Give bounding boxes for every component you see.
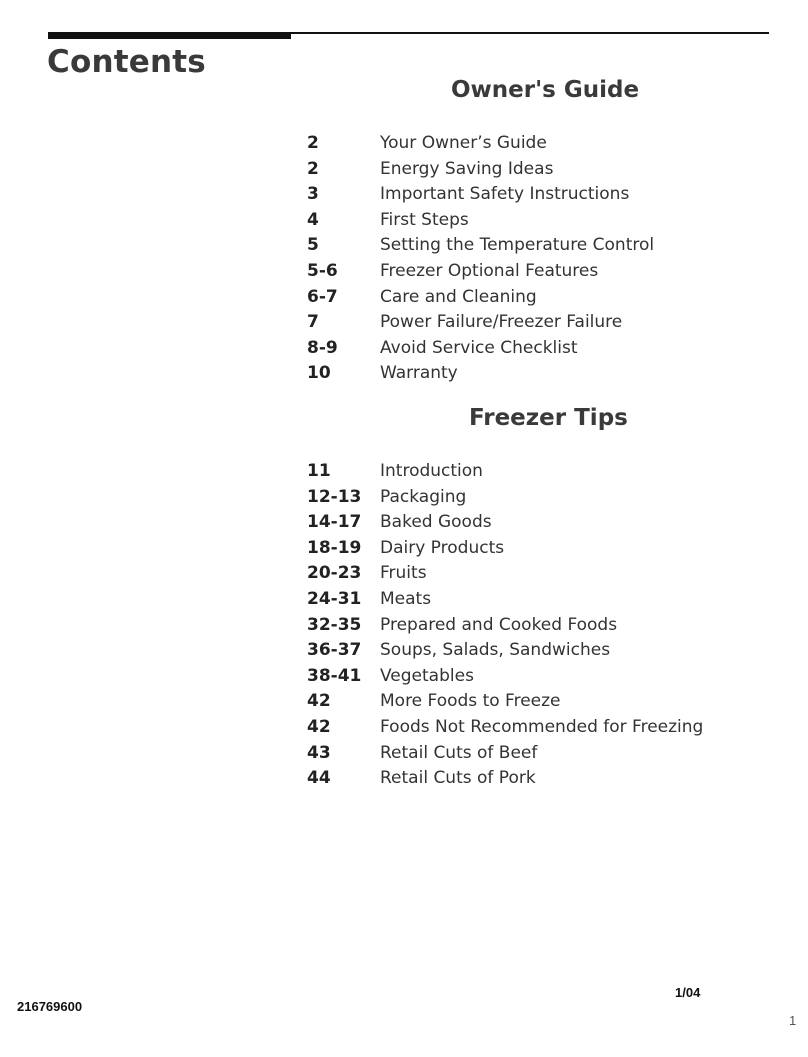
toc-page-number: 4: [307, 209, 319, 230]
toc-entry-title: Care and Cleaning: [380, 286, 537, 307]
toc-entry[interactable]: [307, 459, 767, 485]
page-number: 1: [789, 1013, 797, 1028]
toc-entry-title: Setting the Temperature Control: [380, 235, 655, 256]
toc-page-number: 6-7: [307, 286, 338, 307]
toc-entry-title: Warranty: [380, 363, 458, 384]
toc-entry-title: Retail Cuts of Pork: [380, 768, 536, 789]
toc-entry[interactable]: [307, 689, 767, 715]
toc-entry-title: Fruits: [380, 563, 427, 584]
toc-entry[interactable]: [307, 741, 767, 767]
toc-entry-title: Vegetables: [380, 665, 474, 686]
toc-entry-title: Soups, Salads, Sandwiches: [380, 640, 611, 661]
toc-page-number: 36-37: [307, 640, 362, 661]
toc-entry-title: Packaging: [380, 486, 467, 507]
toc-entry-title: Introduction: [380, 461, 483, 481]
toc-entry[interactable]: [307, 182, 767, 208]
toc-entry-title: Foods Not Recommended for Freezing: [380, 716, 704, 737]
toc-entry-title: Dairy Products: [380, 537, 505, 558]
toc-entry[interactable]: [307, 536, 767, 562]
owners-guide-heading: Owner's Guide: [451, 77, 640, 103]
freezer-tips-toc: [307, 459, 767, 792]
toc-entry-title: Power Failure/Freezer Failure: [380, 312, 623, 333]
toc-entry[interactable]: [307, 285, 767, 311]
toc-entry[interactable]: [307, 561, 767, 587]
toc-page-number: 7: [307, 312, 319, 333]
owners-guide-toc: [307, 131, 767, 387]
header-rule-thin: [291, 32, 769, 34]
toc-entry-title: Energy Saving Ideas: [380, 158, 554, 179]
toc-entry-title: Prepared and Cooked Foods: [380, 614, 618, 635]
toc-page-number: 20-23: [307, 563, 362, 584]
toc-entry[interactable]: [307, 310, 767, 336]
toc-entry[interactable]: [307, 361, 767, 387]
document-number: 216769600: [17, 999, 83, 1014]
revision-date: 1/04: [675, 985, 701, 1000]
toc-page-number: 42: [307, 716, 331, 737]
toc-page-number: 5: [307, 235, 319, 256]
page-title: Contents: [47, 44, 206, 80]
toc-page-number: 42: [307, 691, 331, 712]
toc-entry-title: Retail Cuts of Beef: [380, 742, 538, 763]
toc-entry[interactable]: [307, 587, 767, 613]
toc-entry[interactable]: [307, 715, 767, 741]
toc-entry[interactable]: [307, 259, 767, 285]
toc-entry[interactable]: [307, 157, 767, 183]
toc-entry[interactable]: [307, 485, 767, 511]
toc-page-number: 38-41: [307, 665, 362, 686]
toc-page-number: 18-19: [307, 537, 362, 558]
toc-entry[interactable]: [307, 510, 767, 536]
toc-entry[interactable]: [307, 208, 767, 234]
toc-page-number: 24-31: [307, 588, 362, 609]
toc-entry[interactable]: [307, 233, 767, 259]
toc-entry-title: Your Owner’s Guide: [380, 133, 547, 153]
toc-page-number: 8-9: [307, 337, 338, 358]
toc-page-number: 14-17: [307, 512, 362, 533]
toc-entry-title: Meats: [380, 588, 432, 609]
toc-page-number: 2: [307, 133, 319, 153]
toc-entry[interactable]: [307, 664, 767, 690]
toc-page-number: 5-6: [307, 260, 338, 281]
toc-entry[interactable]: [307, 638, 767, 664]
toc-page-number: 11: [307, 461, 331, 481]
toc-entry[interactable]: [307, 766, 767, 792]
toc-page-number: 2: [307, 158, 319, 179]
freezer-tips-heading: Freezer Tips: [469, 405, 628, 431]
toc-entry-title: More Foods to Freeze: [380, 691, 561, 712]
toc-page-number: 32-35: [307, 614, 362, 635]
toc-entry-title: Baked Goods: [380, 512, 492, 533]
toc-page-number: 10: [307, 363, 331, 384]
toc-page-number: 44: [307, 768, 331, 789]
toc-entry-title: Important Safety Instructions: [380, 184, 630, 205]
toc-entry[interactable]: [307, 131, 767, 157]
toc-entry-title: Freezer Optional Features: [380, 260, 599, 281]
toc-page-number: 43: [307, 742, 331, 763]
header-rule-thick: [48, 32, 291, 39]
toc-entry-title: Avoid Service Checklist: [380, 337, 578, 358]
toc-entry-title: First Steps: [380, 209, 469, 230]
toc-page-number: 12-13: [307, 486, 362, 507]
toc-entry[interactable]: [307, 336, 767, 362]
toc-page-number: 3: [307, 184, 319, 205]
toc-entry[interactable]: [307, 613, 767, 639]
